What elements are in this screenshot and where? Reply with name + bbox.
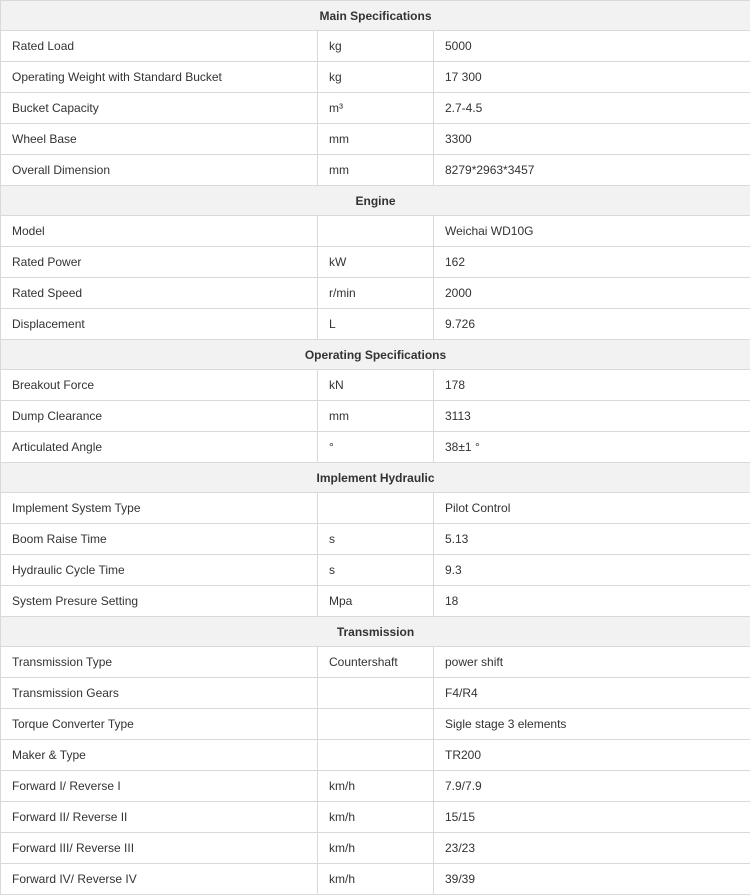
table-row (1, 401, 750, 432)
spec-name-cell: Operating Weight with Standard Bucket (1, 62, 318, 93)
section-title: Transmission (1, 617, 750, 647)
spec-name-cell: Dump Clearance (1, 401, 318, 432)
table-row (1, 155, 750, 186)
spec-unit-cell: Countershaft (318, 647, 434, 678)
table-row (1, 802, 750, 833)
spec-unit-cell: km/h (318, 864, 434, 895)
section-header-engine (1, 186, 750, 216)
spec-value-cell: 23/23 (434, 833, 750, 864)
spec-name-cell: Bucket Capacity (1, 93, 318, 124)
spec-name-cell: Displacement (1, 309, 318, 340)
spec-unit-cell: s (318, 555, 434, 586)
spec-table-body (1, 1, 750, 895)
spec-name-cell: Rated Speed (1, 278, 318, 309)
spec-unit-cell: L (318, 309, 434, 340)
section-header-main-specifications (1, 1, 750, 31)
spec-value-cell: 8279*2963*3457 (434, 155, 750, 186)
table-row (1, 216, 750, 247)
spec-value-cell: 162 (434, 247, 750, 278)
spec-unit-cell (318, 678, 434, 709)
table-row (1, 124, 750, 155)
section-header-implement-hydraulic (1, 463, 750, 493)
spec-unit-cell: r/min (318, 278, 434, 309)
section-title: Operating Specifications (1, 340, 750, 370)
spec-unit-cell (318, 493, 434, 524)
section-title: Main Specifications (1, 1, 750, 31)
spec-name-cell: Forward IV/ Reverse IV (1, 864, 318, 895)
spec-value-cell: 178 (434, 370, 750, 401)
spec-value-cell: 3113 (434, 401, 750, 432)
spec-name-cell: Implement System Type (1, 493, 318, 524)
table-row (1, 432, 750, 463)
spec-unit-cell: mm (318, 124, 434, 155)
table-row (1, 370, 750, 401)
spec-name-cell: Model (1, 216, 318, 247)
spec-name-cell: Rated Power (1, 247, 318, 278)
spec-name-cell: Forward II/ Reverse II (1, 802, 318, 833)
spec-value-cell: 18 (434, 586, 750, 617)
table-row (1, 864, 750, 895)
table-row (1, 31, 750, 62)
section-title: Engine (1, 186, 750, 216)
spec-value-cell: Sigle stage 3 elements (434, 709, 750, 740)
spec-name-cell: Forward III/ Reverse III (1, 833, 318, 864)
spec-unit-cell: kW (318, 247, 434, 278)
spec-name-cell: Transmission Type (1, 647, 318, 678)
spec-name-cell: System Presure Setting (1, 586, 318, 617)
spec-value-cell: 7.9/7.9 (434, 771, 750, 802)
table-row (1, 555, 750, 586)
spec-name-cell: Wheel Base (1, 124, 318, 155)
table-row (1, 309, 750, 340)
spec-name-cell: Breakout Force (1, 370, 318, 401)
spec-name-cell: Articulated Angle (1, 432, 318, 463)
table-row (1, 493, 750, 524)
spec-unit-cell: mm (318, 401, 434, 432)
spec-name-cell: Rated Load (1, 31, 318, 62)
table-row (1, 833, 750, 864)
spec-unit-cell: m³ (318, 93, 434, 124)
spec-name-cell: Boom Raise Time (1, 524, 318, 555)
spec-unit-cell: s (318, 524, 434, 555)
table-row (1, 524, 750, 555)
table-row (1, 647, 750, 678)
spec-unit-cell: kg (318, 31, 434, 62)
spec-name-cell: Torque Converter Type (1, 709, 318, 740)
spec-value-cell: 17 300 (434, 62, 750, 93)
spec-name-cell: Maker & Type (1, 740, 318, 771)
table-row (1, 278, 750, 309)
spec-value-cell: power shift (434, 647, 750, 678)
spec-value-cell: TR200 (434, 740, 750, 771)
table-row (1, 740, 750, 771)
spec-name-cell: Overall Dimension (1, 155, 318, 186)
spec-unit-cell (318, 709, 434, 740)
spec-value-cell: 3300 (434, 124, 750, 155)
spec-name-cell: Forward I/ Reverse I (1, 771, 318, 802)
spec-unit-cell: Mpa (318, 586, 434, 617)
table-row (1, 93, 750, 124)
table-row (1, 709, 750, 740)
spec-value-cell: F4/R4 (434, 678, 750, 709)
spec-unit-cell: km/h (318, 833, 434, 864)
section-header-operating-specifications (1, 340, 750, 370)
spec-unit-cell: kN (318, 370, 434, 401)
spec-value-cell: Pilot Control (434, 493, 750, 524)
section-title: Implement Hydraulic (1, 463, 750, 493)
spec-value-cell: 5.13 (434, 524, 750, 555)
table-row (1, 586, 750, 617)
spec-unit-cell: ° (318, 432, 434, 463)
spec-value-cell: 9.726 (434, 309, 750, 340)
spec-value-cell: 5000 (434, 31, 750, 62)
spec-value-cell: 2.7-4.5 (434, 93, 750, 124)
table-row (1, 62, 750, 93)
spec-value-cell: Weichai WD10G (434, 216, 750, 247)
section-header-transmission (1, 617, 750, 647)
spec-unit-cell: km/h (318, 771, 434, 802)
table-row (1, 678, 750, 709)
spec-unit-cell: km/h (318, 802, 434, 833)
spec-unit-cell: kg (318, 62, 434, 93)
spec-value-cell: 9.3 (434, 555, 750, 586)
spec-name-cell: Transmission Gears (1, 678, 318, 709)
spec-unit-cell: mm (318, 155, 434, 186)
spec-value-cell: 38±1 ° (434, 432, 750, 463)
spec-unit-cell (318, 740, 434, 771)
spec-unit-cell (318, 216, 434, 247)
spec-name-cell: Hydraulic Cycle Time (1, 555, 318, 586)
table-row (1, 247, 750, 278)
spec-value-cell: 39/39 (434, 864, 750, 895)
spec-value-cell: 15/15 (434, 802, 750, 833)
spec-value-cell: 2000 (434, 278, 750, 309)
table-row (1, 771, 750, 802)
